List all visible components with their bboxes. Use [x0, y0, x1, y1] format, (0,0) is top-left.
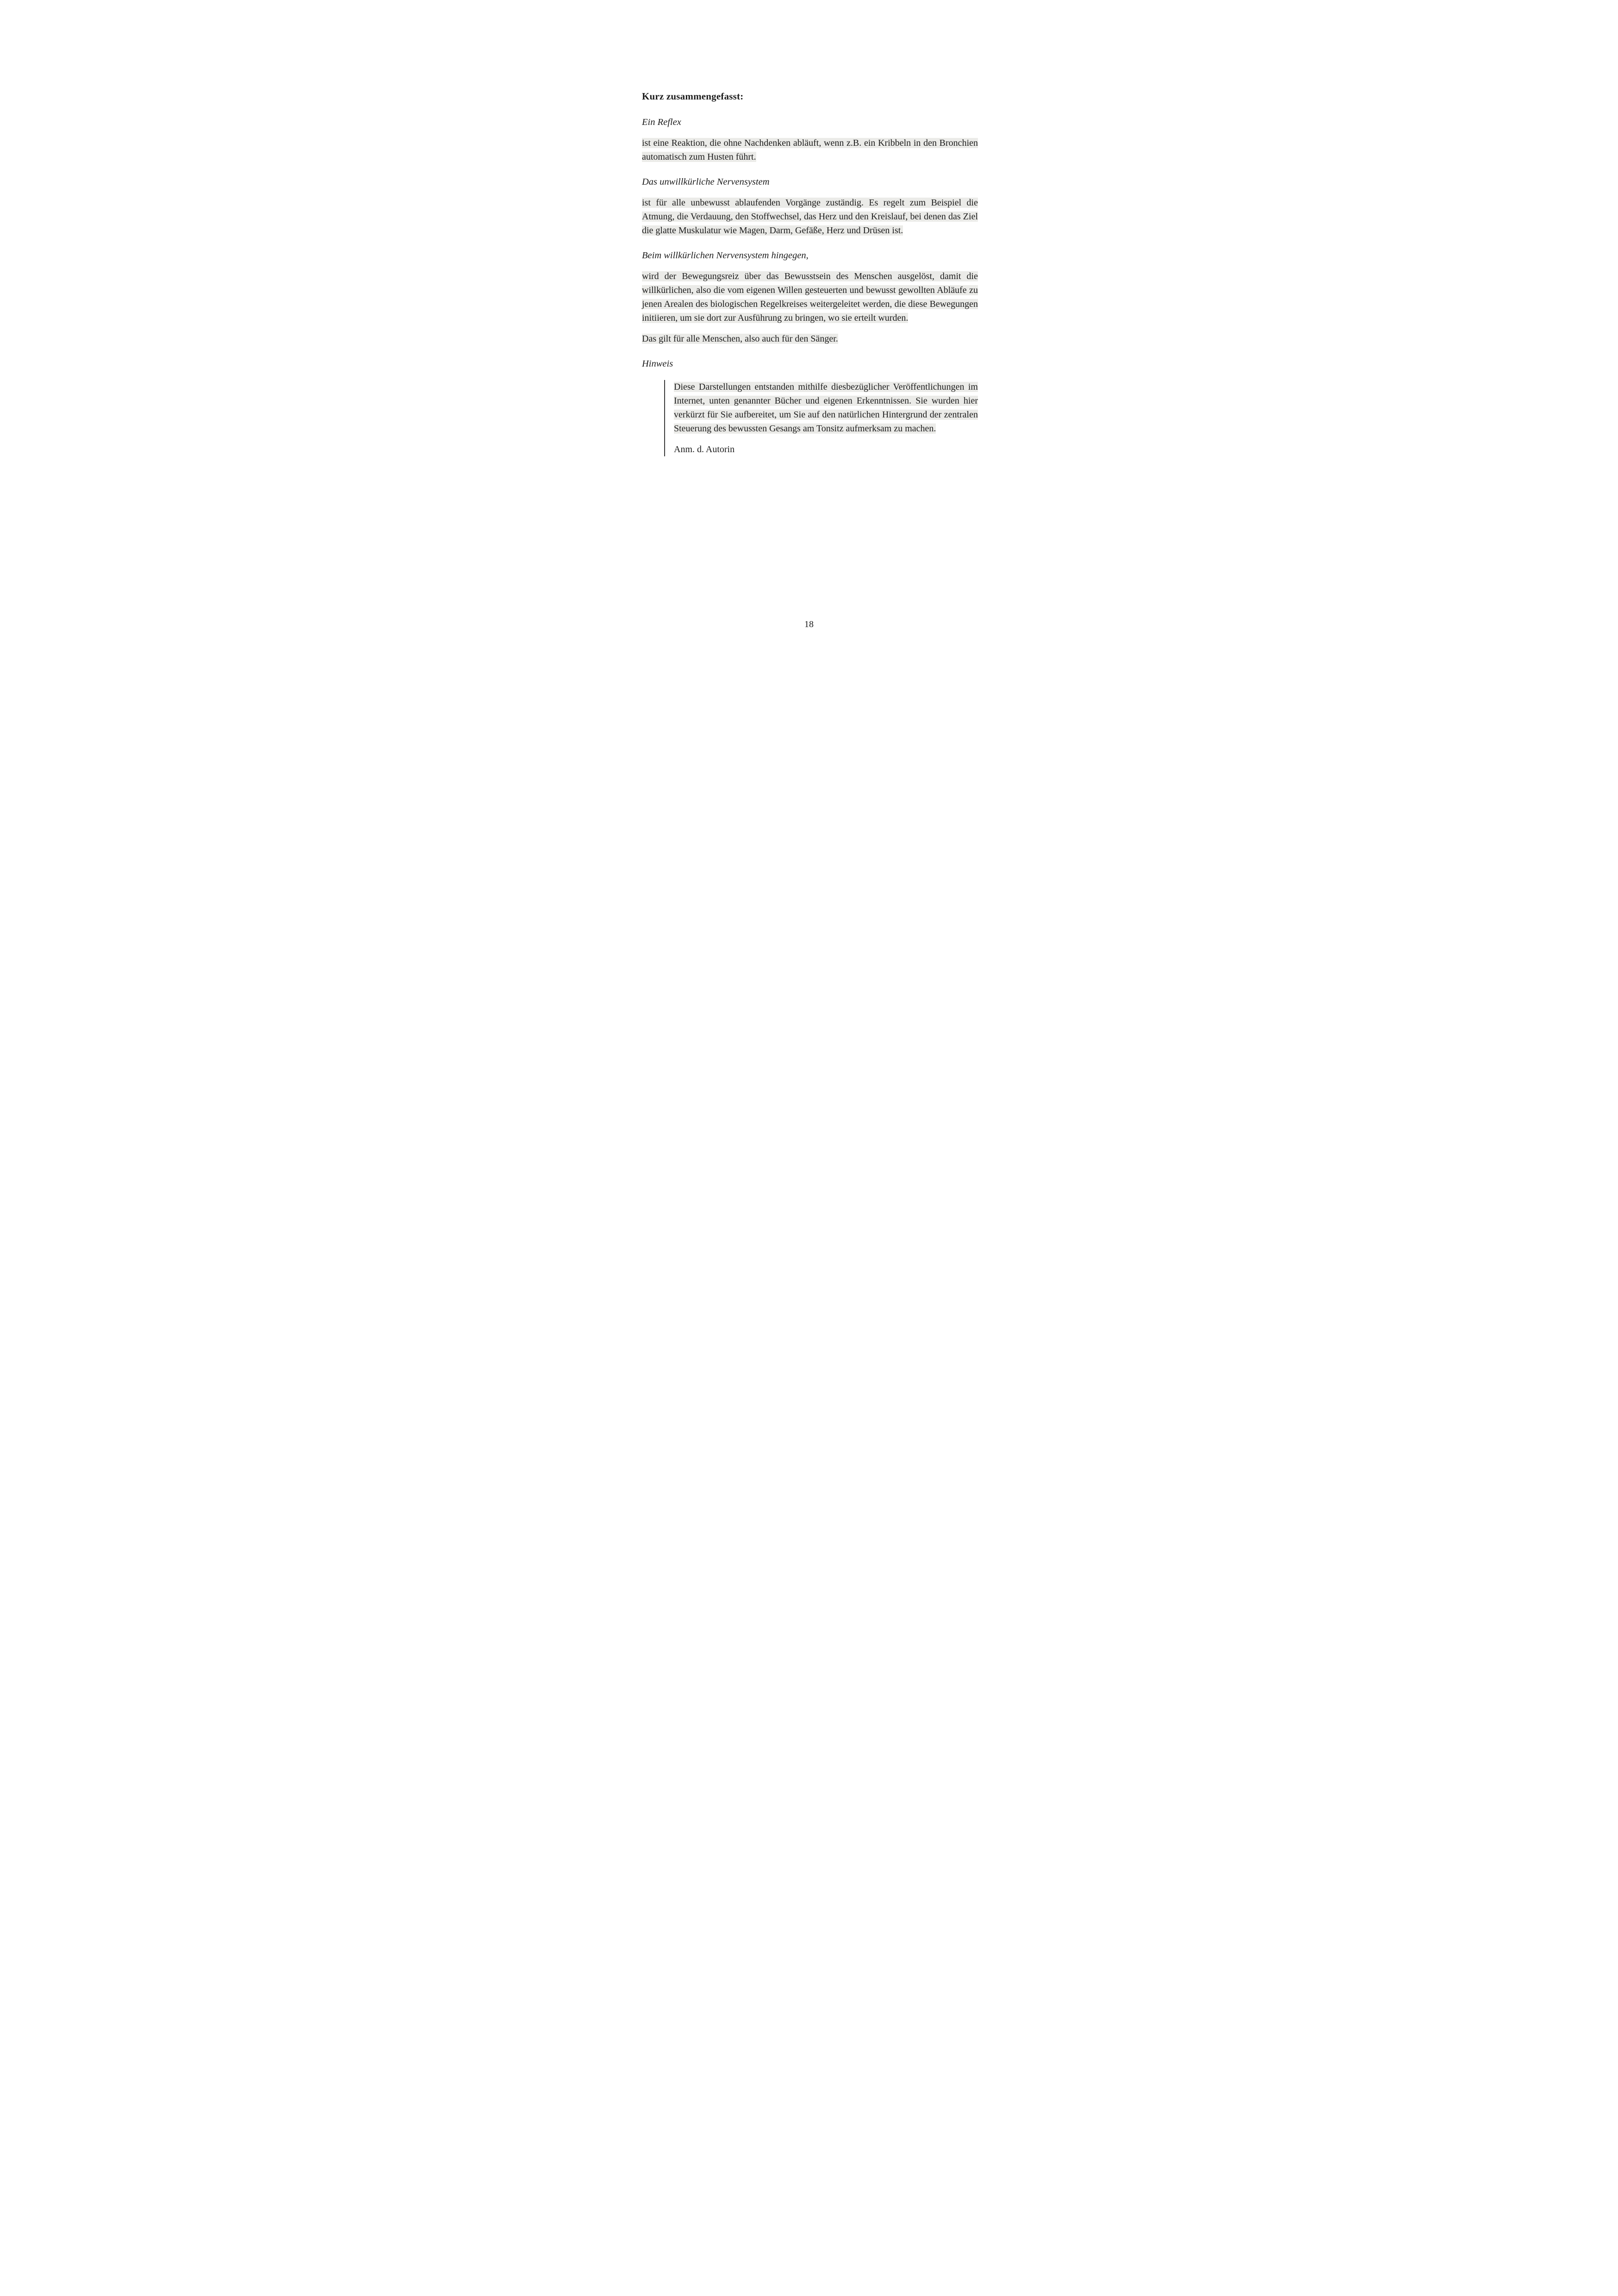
paragraph-willkuerlich-text: wird der Bewegungsreiz über das Bewusstsein des Menschen ausgelöst, damit die willkürlichen, also die vom eigenen Willen gesteuerten und bewusst gewollten Abläufe zu jenen Arealen des biologischen Regelkreises weitergeleitet werden, die diese Bewegungen initiieren, um sie dort zur Ausführung zu bringen, wo sie erteilt wurden. [642, 271, 978, 323]
note-paragraph-text: Diese Darstellungen entstanden mithilfe diesbezüglicher Veröffentlichungen im Internet, unten genannter Bücher und eigenen Erkenntnissen. Sie wurden hier verkürzt für Sie aufbereitet, um Sie auf den natürlichen Hintergrund der zentralen Steuerung des bewussten Gesangs am Tonsitz aufmerksam zu machen. [674, 382, 978, 434]
subheading-ein-reflex: Ein Reflex [642, 117, 681, 127]
page-number: 18 [804, 619, 814, 629]
subheading-unwillkuerliches-nervensystem: Das unwillkürliche Nervensystem [642, 177, 770, 187]
subheading-hinweis: Hinweis [642, 359, 673, 369]
document-page [554, 0, 1064, 722]
paragraph-das-gilt-text: Das gilt für alle Menschen, also auch für den Sänger. [642, 334, 838, 344]
note-attribution: Anm. d. Autorin [674, 444, 735, 454]
paragraph-willkuerlich [642, 269, 978, 325]
paragraph-reflex-text: ist eine Reaktion, die ohne Nachdenken abläuft, wenn z.B. ein Kribbeln in den Bronchien automatisch zum Husten führt. [642, 138, 978, 162]
paragraph-unwillkuerlich [642, 196, 978, 237]
paragraph-unwillkuerlich-text: ist für alle unbewusst ablaufenden Vorgänge zuständig. Es regelt zum Beispiel die Atmung, die Verdauung, den Stoffwechsel, das Herz und den Kreislauf, bei denen das Ziel die glatte Muskulatur wie Magen, Darm, Gefäße, Herz und Drüsen ist. [642, 198, 978, 236]
section-title-bold: Kurz zusammengefasst: [642, 91, 744, 102]
page-content [642, 89, 978, 456]
paragraph-reflex [642, 136, 978, 164]
paragraph-das-gilt [642, 332, 978, 346]
note-blockquote [664, 380, 978, 456]
note-paragraph [674, 380, 978, 436]
subheading-willkuerliches-nervensystem: Beim willkürlichen Nervensystem hingegen, [642, 250, 809, 261]
